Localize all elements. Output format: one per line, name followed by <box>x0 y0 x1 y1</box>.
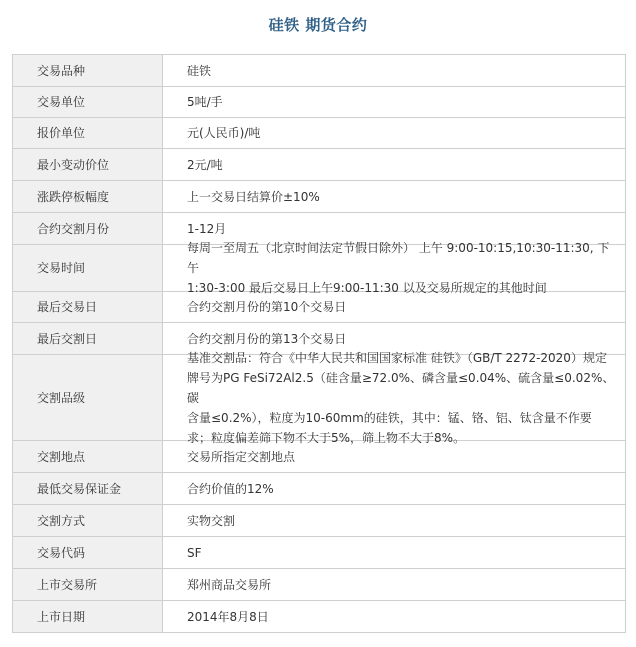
row-value: 5吨/手 <box>187 95 223 109</box>
table-row <box>13 55 625 87</box>
row-value: 交易所指定交割地点 <box>187 449 296 464</box>
row-label: 报价单位 <box>13 118 163 148</box>
table-row <box>13 350 625 445</box>
table-row <box>13 149 625 181</box>
row-label: 最小变动价位 <box>13 149 163 180</box>
table-row <box>13 569 625 601</box>
row-value: 上一交易日结算价±10% <box>187 189 320 204</box>
row-label: 交易单位 <box>13 87 163 117</box>
table-row <box>13 292 625 323</box>
row-label: 交易品种 <box>13 55 163 86</box>
row-label: 涨跌停板幅度 <box>13 181 163 212</box>
row-value: 硅铁 <box>187 63 212 78</box>
row-value: 基准交割品：符合《中华人民共和国国家标准 硅铁》（GB/T 2272-2020）规定 牌号为PG FeSi72Al2.5（硅含量≥72.0%、磷含量≤0.04%、硫含量≤0.02%、碳 含量≤0.2%），粒度为10-60mm的硅铁，其中：锰、铬、铝、钛含量不作要 求；粒度偏差筛下物不大于5%，筛上物不大于8%。 <box>187 350 615 445</box>
row-label: 上市交易所 <box>13 569 163 600</box>
row-label: 合约交割月份 <box>13 213 163 244</box>
table-row <box>13 87 625 118</box>
table-row <box>13 118 625 149</box>
table-row <box>13 601 625 633</box>
row-value: 2元/吨 <box>187 157 223 172</box>
table-row <box>13 441 625 473</box>
row-label: 交易时间 <box>13 245 163 291</box>
row-label: 最后交易日 <box>13 292 163 322</box>
page-title: 硅铁 期货合约 <box>268 16 368 34</box>
row-value: 元(人民币)/吨 <box>187 126 261 140</box>
contract-spec-table <box>12 54 626 633</box>
row-value: 合约交割月份的第13个交易日 <box>187 331 347 346</box>
row-label: 交割方式 <box>13 505 163 536</box>
row-label: 最低交易保证金 <box>13 473 163 504</box>
row-label: 交易代码 <box>13 537 163 568</box>
row-value: 合约价值的12% <box>187 481 274 496</box>
row-label: 上市日期 <box>13 601 163 632</box>
row-label: 交割品级 <box>13 355 163 440</box>
row-value: 每周一至周五（北京时间法定节假日除外） 上午 9:00-10:15,10:30-11:30, 下午 1:30-3:00 最后交易日上午9:00-11:30 以及交易所规定的其他时间 <box>187 241 610 295</box>
table-row <box>13 505 625 537</box>
row-value: 2014年8月8日 <box>187 609 269 624</box>
row-value: SF <box>187 545 202 560</box>
table-row <box>13 181 625 213</box>
row-label: 最后交割日 <box>13 323 163 354</box>
table-row <box>13 473 625 505</box>
table-row <box>13 537 625 569</box>
row-value: 郑州商品交易所 <box>187 577 272 592</box>
row-value: 实物交割 <box>187 513 236 528</box>
row-label: 交割地点 <box>13 441 163 472</box>
row-value: 1-12月 <box>187 221 227 236</box>
row-value: 合约交割月份的第10个交易日 <box>187 300 347 314</box>
table-row <box>13 241 625 295</box>
